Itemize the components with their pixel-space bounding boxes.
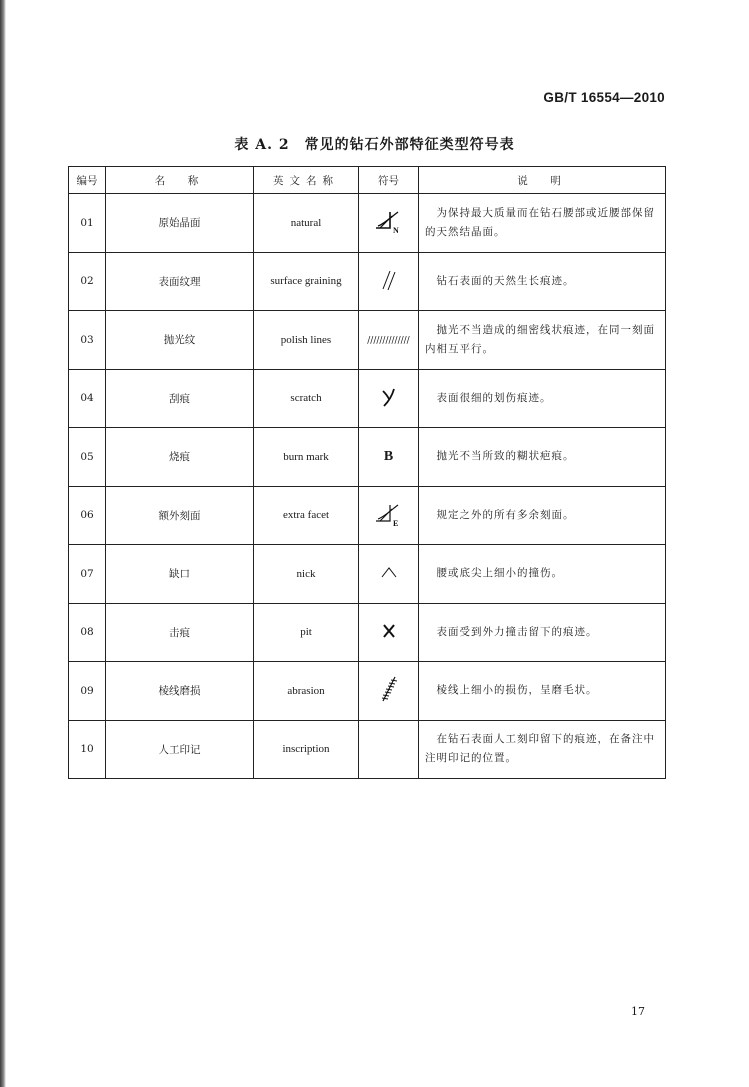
- row-name: 击痕: [106, 603, 254, 662]
- row-description: 表面很细的划伤痕迹。: [419, 369, 666, 428]
- table-row: [69, 662, 666, 721]
- row-english-name: abrasion: [254, 662, 359, 721]
- table-row: [69, 252, 666, 311]
- row-number: 04: [69, 369, 106, 428]
- row-name: 人工印记: [106, 720, 254, 779]
- scratch-icon: [380, 386, 398, 408]
- table-header-row: [69, 167, 666, 194]
- column-header-english-name: 英文名称: [254, 167, 359, 194]
- row-description: 钻石表面的天然生长痕迹。: [419, 252, 666, 311]
- row-number: 08: [69, 603, 106, 662]
- row-english-name: natural: [254, 194, 359, 253]
- row-english-name: scratch: [254, 369, 359, 428]
- symbol-table: [68, 166, 666, 779]
- natural-icon-label: N: [392, 226, 399, 235]
- row-number: 03: [69, 311, 106, 370]
- row-name: 原始晶面: [106, 194, 254, 253]
- row-name: 抛光纹: [106, 311, 254, 370]
- table-row: [69, 194, 666, 253]
- row-description: 腰或底尖上细小的撞伤。: [419, 545, 666, 604]
- extra-facet-icon: [374, 501, 404, 527]
- table-title: 表 A. 2 常见的钻石外部特征类型符号表: [234, 137, 515, 153]
- row-name: 缺口: [106, 545, 254, 604]
- row-number: 01: [69, 194, 106, 253]
- row-number: 06: [69, 486, 106, 545]
- extra-facet-icon-label: E: [392, 518, 398, 527]
- row-symbol: [359, 428, 419, 487]
- pit-icon: [381, 622, 397, 640]
- table-row: [69, 720, 666, 779]
- row-symbol: [359, 662, 419, 721]
- table-row: [69, 369, 666, 428]
- row-symbol: [359, 252, 419, 311]
- row-description: 在钻石表面人工刻印留下的痕迹，在备注中注明印记的位置。: [419, 720, 666, 779]
- row-description: 抛光不当造成的细密线状痕迹，在同一刻面内相互平行。: [419, 311, 666, 370]
- nick-icon: [380, 565, 398, 579]
- table-row: [69, 311, 666, 370]
- row-symbol: [359, 545, 419, 604]
- column-header-symbol: 符号: [359, 167, 419, 194]
- surface-graining-icon: [379, 268, 399, 292]
- row-symbol: [359, 194, 419, 253]
- natural-icon: [374, 208, 404, 234]
- row-symbol-empty: [359, 720, 419, 779]
- scan-binding-edge: [0, 0, 6, 1087]
- row-name: 棱线磨损: [106, 662, 254, 721]
- row-number: 02: [69, 252, 106, 311]
- row-english-name: pit: [254, 603, 359, 662]
- row-english-name: nick: [254, 545, 359, 604]
- table-row: [69, 428, 666, 487]
- table-row: [69, 603, 666, 662]
- abrasion-icon: [379, 674, 399, 704]
- row-name: 额外刻面: [106, 486, 254, 545]
- row-english-name: surface graining: [254, 252, 359, 311]
- column-header-description: 说 明: [419, 167, 666, 194]
- row-symbol: [359, 486, 419, 545]
- row-description: 抛光不当所致的糊状疤痕。: [419, 428, 666, 487]
- standard-code: GB/T 16554—2010: [543, 90, 665, 105]
- column-header-name: 名 称: [106, 167, 254, 194]
- row-symbol: [359, 311, 419, 370]
- row-english-name: inscription: [254, 720, 359, 779]
- row-description: 为保持最大质量而在钻石腰部或近腰部保留的天然结晶面。: [419, 194, 666, 253]
- row-name: 烧痕: [106, 428, 254, 487]
- row-english-name: polish lines: [254, 311, 359, 370]
- table-row: [69, 486, 666, 545]
- row-description: 表面受到外力撞击留下的痕迹。: [419, 603, 666, 662]
- row-description: 规定之外的所有多余刻面。: [419, 486, 666, 545]
- polish-lines-icon: //////////////: [367, 335, 410, 346]
- row-number: 10: [69, 720, 106, 779]
- row-symbol: [359, 369, 419, 428]
- row-number: 07: [69, 545, 106, 604]
- burn-mark-icon: B: [383, 448, 394, 464]
- row-number: 05: [69, 428, 106, 487]
- column-header-number: 编号: [69, 167, 106, 194]
- row-description: 棱线上细小的损伤，呈磨毛状。: [419, 662, 666, 721]
- row-english-name: extra facet: [254, 486, 359, 545]
- row-name: 刮痕: [106, 369, 254, 428]
- page-number: 17: [631, 1005, 645, 1018]
- table-row: [69, 545, 666, 604]
- row-name: 表面纹理: [106, 252, 254, 311]
- row-number: 09: [69, 662, 106, 721]
- row-symbol: [359, 603, 419, 662]
- row-english-name: burn mark: [254, 428, 359, 487]
